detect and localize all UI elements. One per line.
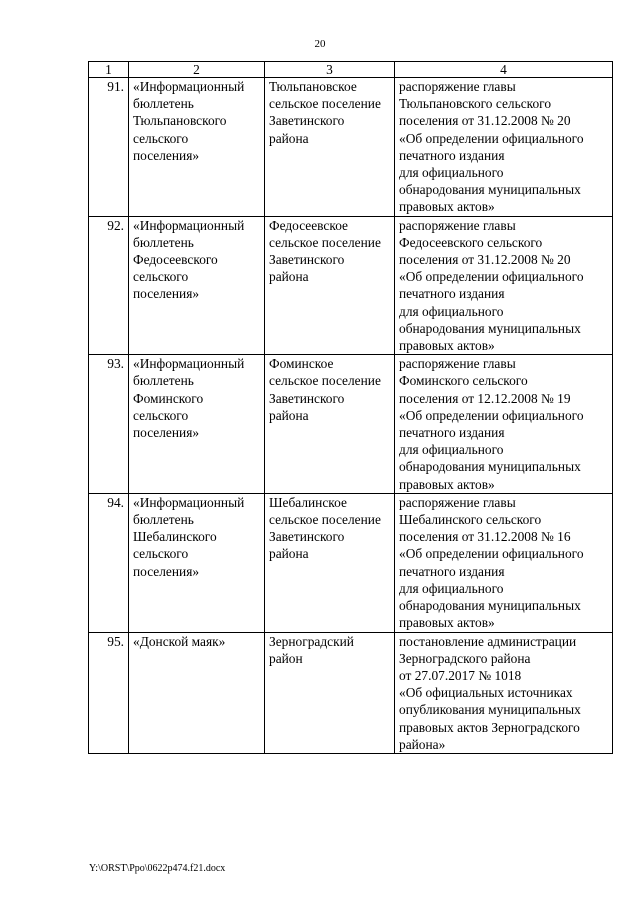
header-col-4: 4 <box>395 62 613 78</box>
territory: Федосеевское сельское поселение Заветинского района <box>265 216 395 355</box>
footer-file-path: Y:\ORST\Ppo\0622p474.f21.docx <box>89 863 226 874</box>
registry-table <box>88 61 613 754</box>
publication-name: «Информационный бюллетень Шебалинского сельского поселения» <box>129 493 265 632</box>
territory: Зерноградский район <box>265 632 395 753</box>
row-number: 91. <box>89 78 129 217</box>
table-header-row <box>89 62 613 78</box>
publication-name: «Информационный бюллетень Фоминского сельского поселения» <box>129 355 265 494</box>
row-number: 93. <box>89 355 129 494</box>
territory: Фоминское сельское поселение Заветинского района <box>265 355 395 494</box>
row-number: 95. <box>89 632 129 753</box>
table-row <box>89 78 613 217</box>
page-number: 20 <box>314 38 326 50</box>
territory: Тюльпановское сельское поселение Заветинского района <box>265 78 395 217</box>
row-number: 92. <box>89 216 129 355</box>
territory: Шебалинское сельское поселение Заветинского района <box>265 493 395 632</box>
table-row <box>89 632 613 753</box>
row-number: 94. <box>89 493 129 632</box>
table-row <box>89 216 613 355</box>
table-row <box>89 493 613 632</box>
legal-act: распоряжение главы Тюльпановского сельского поселения от 31.12.2008 № 20 «Об определении официального печатного издания для официального обнародования муниципальных правовых актов» <box>395 78 613 217</box>
legal-act: распоряжение главы Федосеевского сельского поселения от 31.12.2008 № 20 «Об определении официального печатного издания для официального обнародования муниципальных правовых актов» <box>395 216 613 355</box>
header-col-1: 1 <box>89 62 129 78</box>
header-col-3: 3 <box>265 62 395 78</box>
publication-name: «Донской маяк» <box>129 632 265 753</box>
table-row <box>89 355 613 494</box>
publication-name: «Информационный бюллетень Федосеевского сельского поселения» <box>129 216 265 355</box>
legal-act: распоряжение главы Фоминского сельского поселения от 12.12.2008 № 19 «Об определении официального печатного издания для официального обнародования муниципальных правовых актов» <box>395 355 613 494</box>
publication-name: «Информационный бюллетень Тюльпановского сельского поселения» <box>129 78 265 217</box>
legal-act: распоряжение главы Шебалинского сельского поселения от 31.12.2008 № 16 «Об определении официального печатного издания для официального обнародования муниципальных правовых актов» <box>395 493 613 632</box>
legal-act: постановление администрации Зерноградского района от 27.07.2017 № 1018 «Об официальных источниках опубликования муниципальных правовых актов Зерноградского района» <box>395 632 613 753</box>
header-col-2: 2 <box>129 62 265 78</box>
